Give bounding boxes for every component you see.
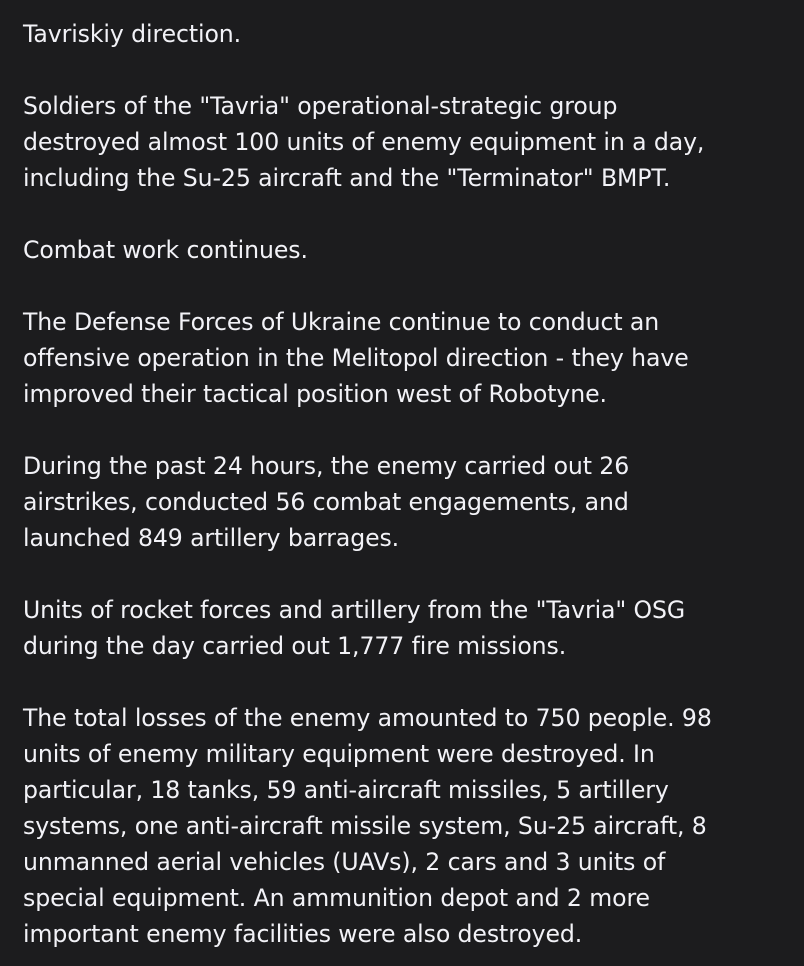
paragraph-combat-continues: Combat work continues. — [23, 236, 308, 264]
paragraph-direction-heading: Tavriskiy direction. — [23, 20, 242, 48]
paragraph-equipment-destroyed: Soldiers of the "Tavria" operational-strategic group destroyed almost 100 units of enemy equipment in a day, including the Su-25 aircraft and the "Terminator" BMPT. — [23, 92, 705, 192]
paragraph-fire-missions: Units of rocket forces and artillery from the "Tavria" OSG during the day carried out 1,777 fire missions. — [23, 596, 686, 660]
paragraph-enemy-activity: During the past 24 hours, the enemy carried out 26 airstrikes, conducted 56 combat engagements, and launched 849 artillery barrages. — [23, 452, 630, 552]
paragraph-enemy-losses: The total losses of the enemy amounted to 750 people. 98 units of enemy military equipment were destroyed. In particular, 18 tanks, 59 anti-aircraft missiles, 5 artillery systems, one anti-aircraft missile system, Su-25 aircraft, 8 unmanned aerial vehicles (UAVs), 2 cars and 3 units of special equipment. An ammunition depot and 2 more important enemy facilities were also destroyed. — [23, 704, 712, 948]
paragraph-offensive-operation: The Defense Forces of Ukraine continue to conduct an offensive operation in the Melitopol direction - they have improved their tactical position west of Robotyne. — [23, 308, 689, 408]
